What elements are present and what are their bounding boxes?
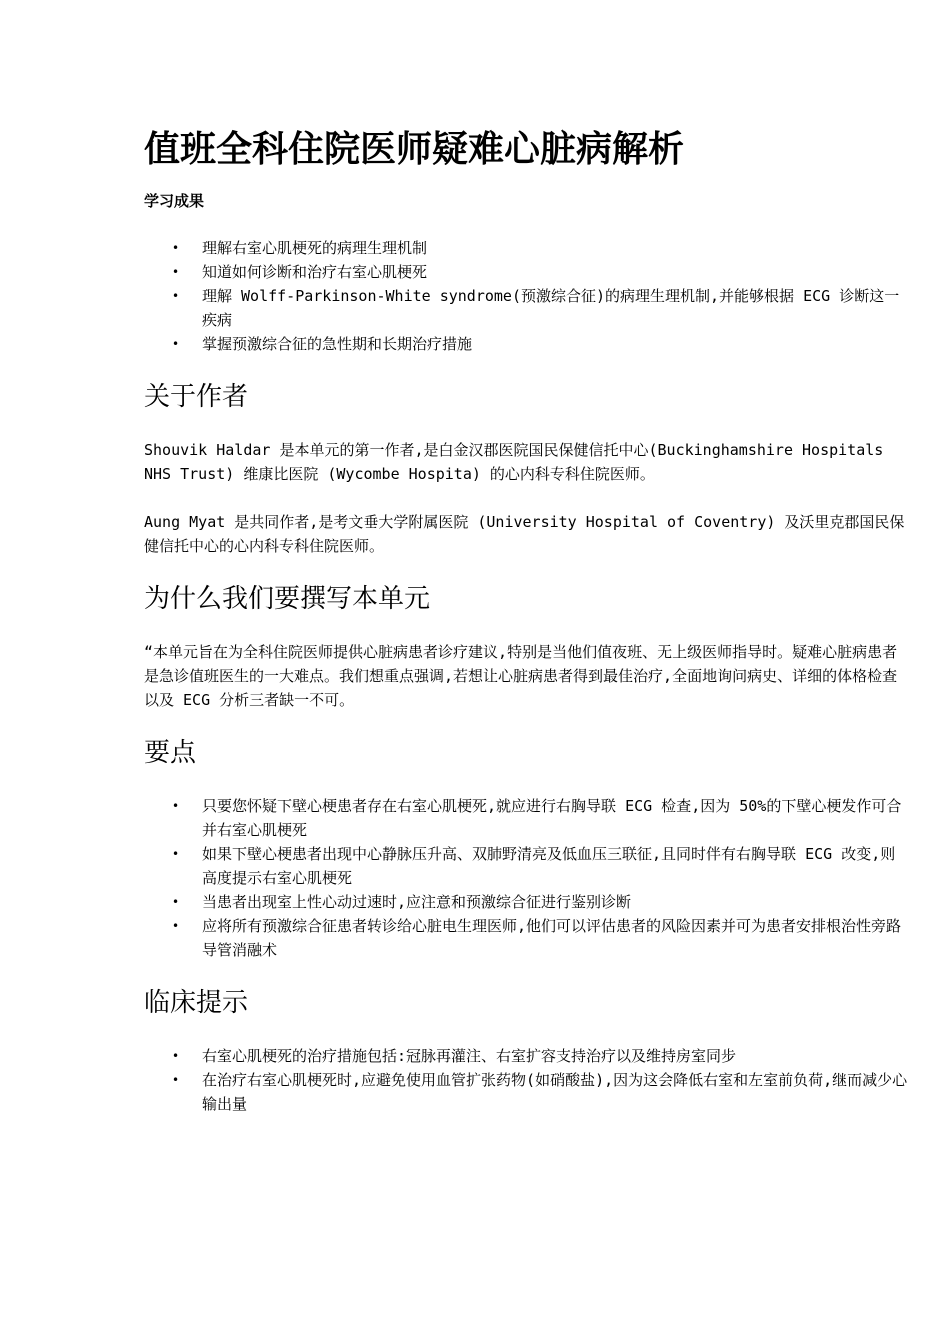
bullet-icon: • — [172, 1049, 180, 1063]
document-page — [144, 126, 908, 1140]
learning-outcomes-list — [144, 236, 908, 356]
bullet-icon: • — [172, 265, 180, 279]
key-points-list — [144, 794, 908, 962]
bullet-icon: • — [172, 1073, 180, 1087]
page-title: 值班全科住院医师疑难心脏病解析 — [144, 129, 685, 170]
list-item: • 当患者出现室上性心动过速时,应注意和预激综合征进行鉴别诊断 — [202, 890, 908, 914]
bullet-icon: • — [172, 241, 180, 255]
list-item: • 在治疗右室心肌梗死时,应避免使用血管扩张药物(如硝酸盐),因为这会降低右室和左室前负荷,继而减少心输出量 — [202, 1068, 908, 1116]
list-item: • 知道如何诊断和治疗右室心肌梗死 — [202, 260, 908, 284]
why-paragraph: “本单元旨在为全科住院医师提供心脏病患者诊疗建议,特别是当他们值夜班、无上级医师指导时。疑难心脏病患者是急诊值班医生的一大难点。我们想重点强调,若想让心脏病患者得到最佳治疗,全面地询问病史、详细的体格检查以及 ECG 分析三者缺一不可。 — [144, 643, 898, 709]
list-item: • 理解 Wolff-Parkinson-White syndrome(预激综合征)的病理生理机制,并能够根据 ECG 诊断这一疾病 — [202, 284, 908, 332]
learning-outcomes-heading: 学习成果 — [144, 192, 205, 210]
bullet-icon: • — [172, 847, 180, 861]
list-item: • 应将所有预激综合征患者转诊给心脏电生理医师,他们可以评估患者的风险因素并可为患者安排根治性旁路导管消融术 — [202, 914, 908, 962]
bullet-icon: • — [172, 337, 180, 351]
author-paragraph-first: Shouvik Haldar 是本单元的第一作者,是白金汉郡医院国民保健信托中心(Buckinghamshire Hospitals NHS Trust) 维康比医院 (Wycombe Hospita) 的心内科专科住院医师。 — [144, 441, 884, 483]
list-item: • 掌握预激综合征的急性期和长期治疗措施 — [202, 332, 908, 356]
clinical-tips-heading: 临床提示 — [144, 988, 249, 1018]
clinical-tips-list — [144, 1044, 908, 1116]
about-authors-heading: 关于作者 — [144, 382, 249, 412]
author-paragraph-second: Aung Myat 是共同作者,是考文垂大学附属医院 (University Hospital of Coventry) 及沃里克郡国民保健信托中心的心内科专科住院医师。 — [144, 513, 905, 555]
bullet-icon: • — [172, 895, 180, 909]
list-item: • 理解右室心肌梗死的病理生理机制 — [202, 236, 908, 260]
list-item: • 如果下壁心梗患者出现中心静脉压升高、双肺野清亮及低血压三联征,且同时伴有右胸导联 ECG 改变,则高度提示右室心肌梗死 — [202, 842, 908, 890]
list-item: • 只要您怀疑下壁心梗患者存在右室心肌梗死,就应进行右胸导联 ECG 检查,因为 50%的下壁心梗发作可合并右室心肌梗死 — [202, 794, 908, 842]
key-points-heading: 要点 — [144, 738, 197, 768]
why-heading: 为什么我们要撰写本单元 — [144, 584, 431, 614]
bullet-icon: • — [172, 799, 180, 813]
bullet-icon: • — [172, 289, 180, 303]
list-item: • 右室心肌梗死的治疗措施包括:冠脉再灌注、右室扩容支持治疗以及维持房室同步 — [202, 1044, 908, 1068]
bullet-icon: • — [172, 919, 180, 933]
